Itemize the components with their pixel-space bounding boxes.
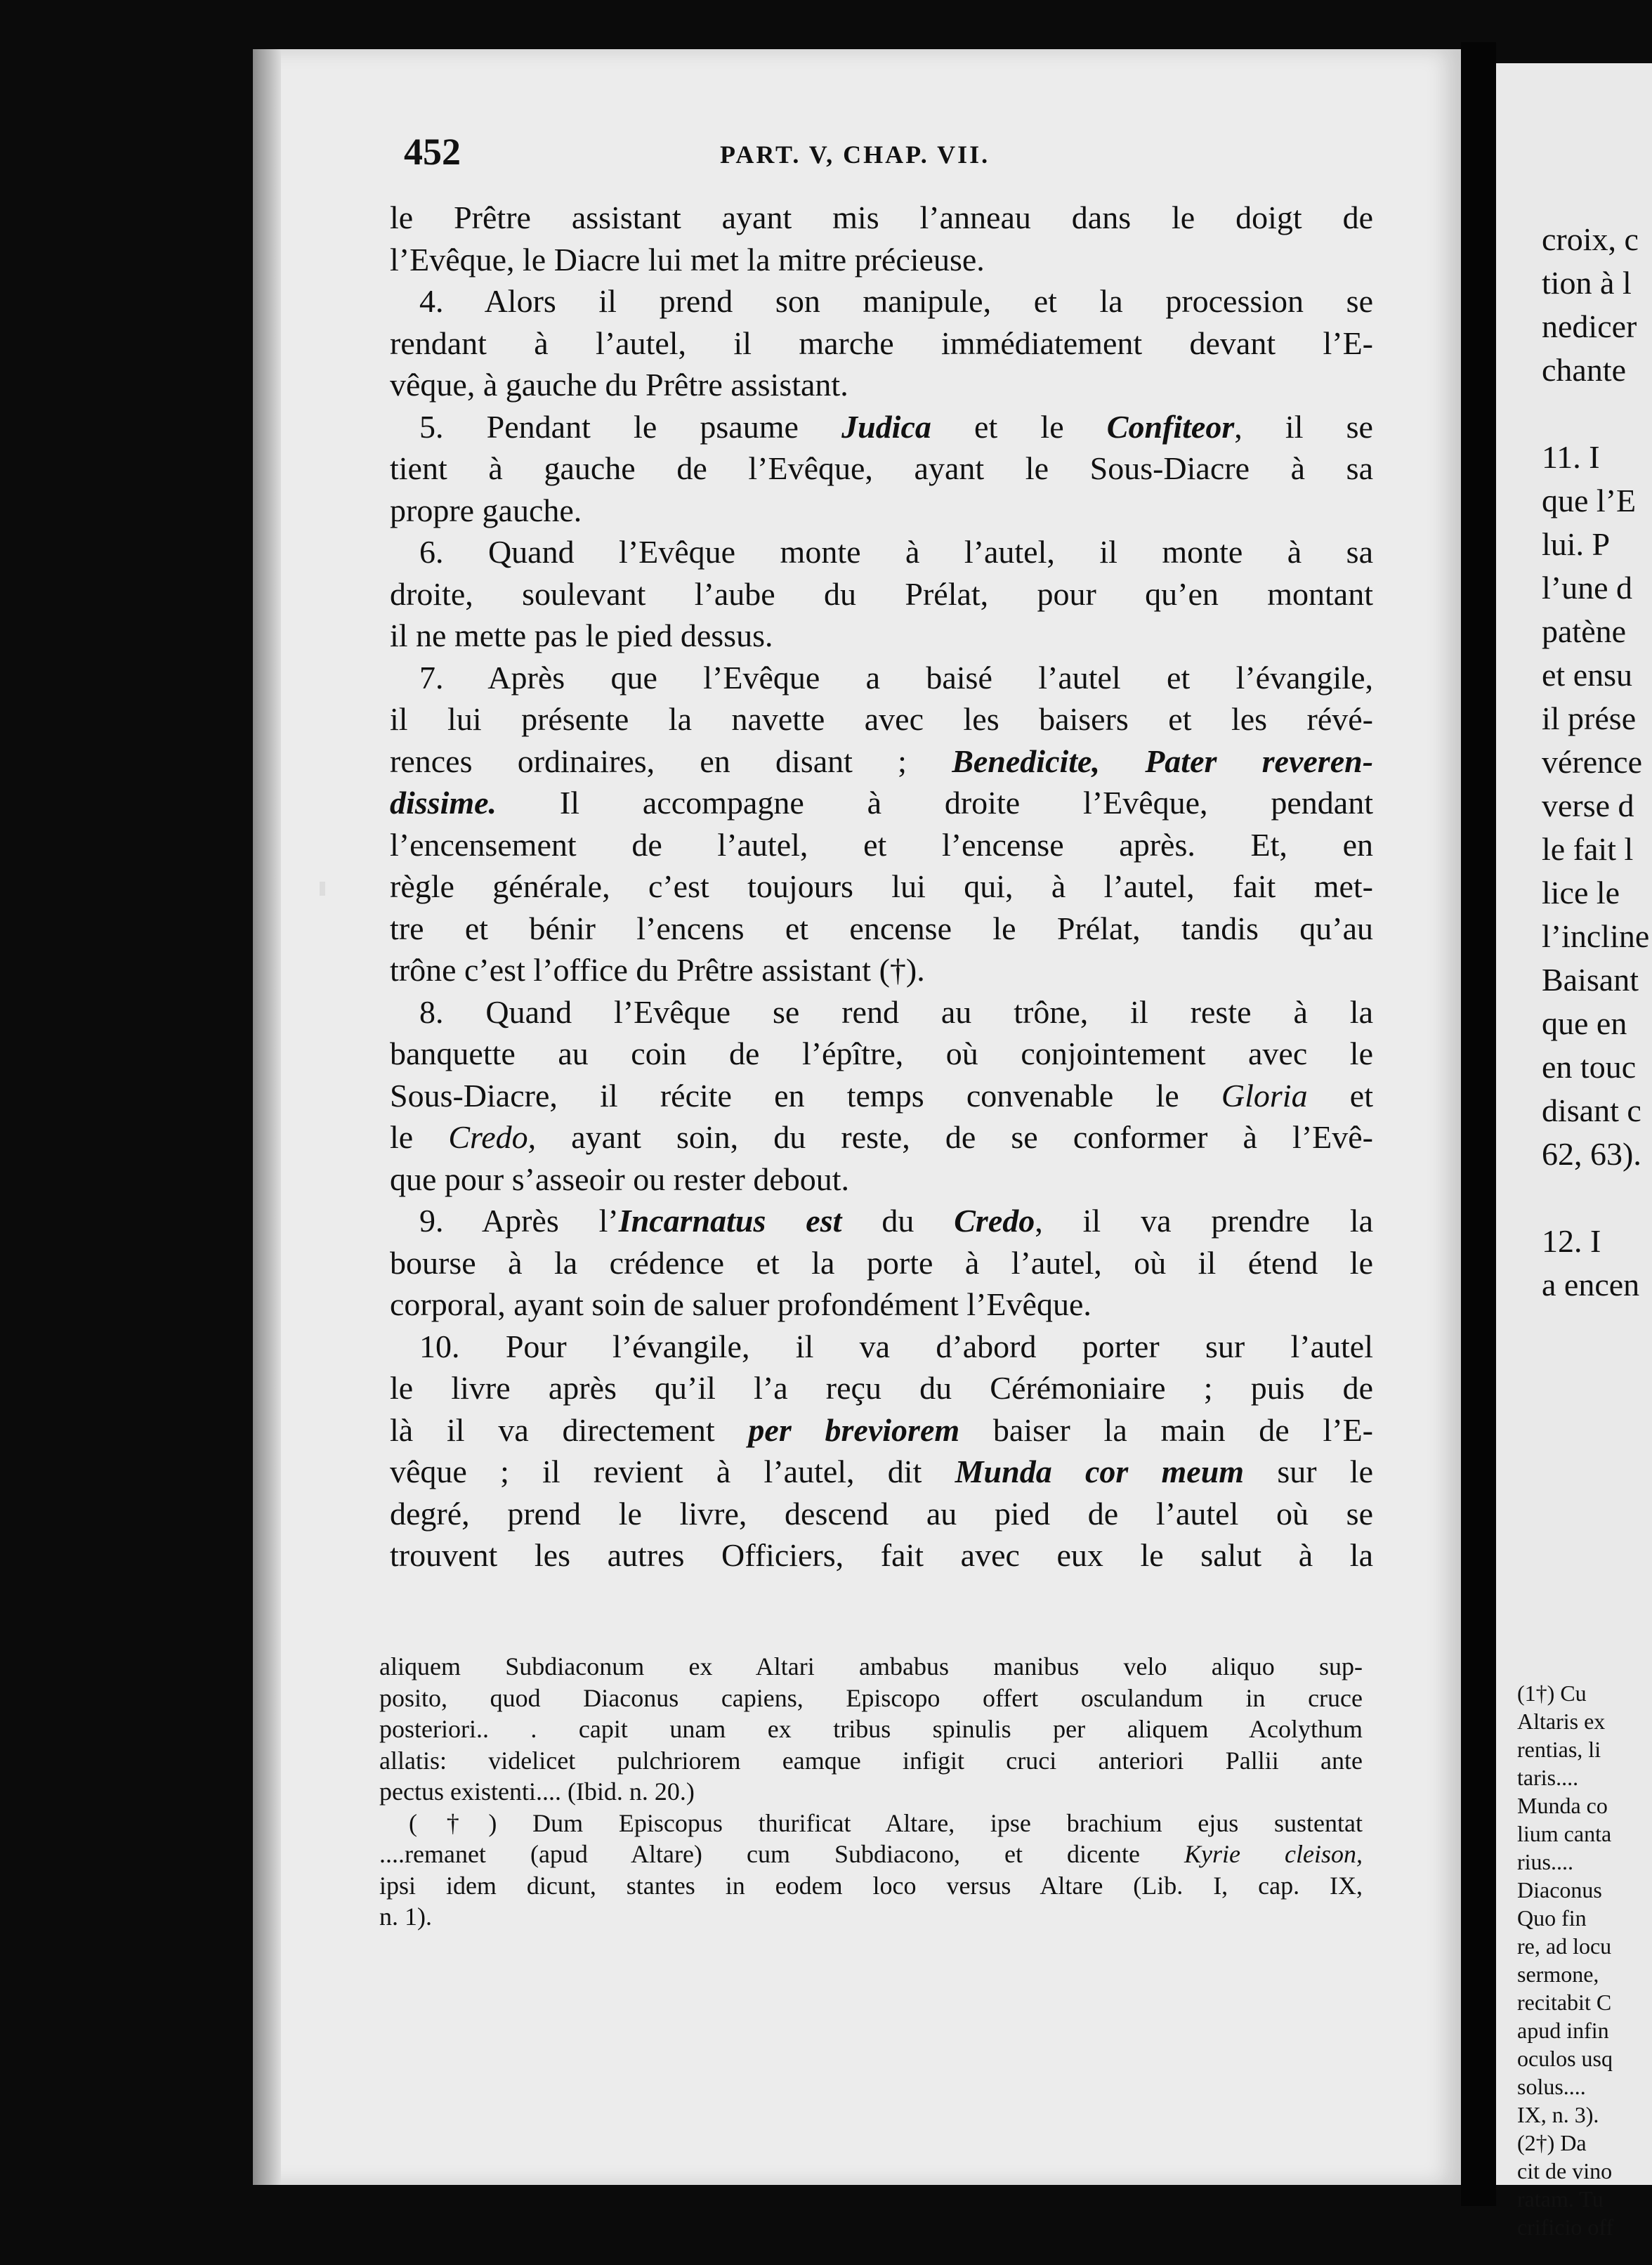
text-line: l’encensement de l’autel, et l’encense après. Et, en	[390, 826, 1373, 863]
right-page-line: disant c	[1542, 1092, 1641, 1128]
text-run: sur le	[1244, 1454, 1373, 1489]
text-run-italic: Incarnatus est	[618, 1203, 842, 1239]
left-page-binding-edge	[253, 49, 281, 2185]
text-run-italic: Judica	[841, 408, 931, 445]
right-page-line: patène	[1542, 613, 1627, 649]
text-run: là il va directement	[390, 1411, 749, 1448]
text-line	[390, 1200, 1373, 1242]
footnote-line	[379, 1839, 1363, 1870]
right-page-line: que l’E	[1542, 483, 1637, 518]
page-number: 452	[404, 131, 461, 173]
right-page-line: et ensu	[1542, 657, 1633, 693]
footnote-line: (†) Dum Episcopus thurificat Altare, ipse brachium ejus sustentat	[409, 1808, 1363, 1837]
right-page-notes	[1517, 1679, 1652, 2241]
text-line: tient à gauche de l’Evêque, ayant le Sous-Diacre à sa	[390, 450, 1373, 486]
text-line: il ne mette pas le pied dessus.	[390, 618, 773, 653]
text-run: et	[1307, 1077, 1373, 1114]
text-line: tre et bénir l’encens et encense le Prélat, tandis qu’au	[390, 910, 1373, 946]
right-page-note-line: lium canta	[1517, 1821, 1612, 1846]
text-run: ayant soin, du reste, de se conformer à l’Evê-	[536, 1119, 1373, 1155]
text-run: du	[841, 1203, 955, 1239]
page-header	[404, 130, 1387, 179]
right-page-line: tion à l	[1542, 265, 1632, 301]
text-run: Il accompagne à droite l’Evêque, pendant	[497, 785, 1373, 821]
right-page-line: il prése	[1542, 700, 1637, 736]
footnote-line: pectus existenti.... (Ibid. n. 20.)	[379, 1777, 695, 1806]
text-line: règle générale, c’est toujours lui qui, à l’autel, fait met-	[390, 868, 1373, 904]
text-run: Sous-Diacre, il récite en temps convenable le	[390, 1077, 1221, 1114]
text-run: rences ordinaires, en disant ;	[390, 743, 952, 779]
text-run-italic: per breviorem	[748, 1411, 960, 1448]
right-page-note-line: rentias, li	[1517, 1737, 1601, 1762]
text-run-italic: Confiteor	[1106, 408, 1235, 445]
right-page-note-line: ratam. Tu	[1517, 2186, 1604, 2212]
text-run: ....remanet (apud Altare) cum Subdiacono, et dicente	[379, 1840, 1184, 1868]
text-line: le livre après qu’il l’a reçu du Cérémoniaire ; puis de	[390, 1370, 1373, 1406]
right-page-line: croix, c	[1542, 221, 1639, 257]
right-page-note-line: solus....	[1517, 2074, 1586, 2099]
right-page-note-line: apud infin	[1517, 2018, 1609, 2043]
text-line	[390, 1116, 1373, 1158]
text-line: 4. Alors il prend son manipule, et la procession se	[419, 283, 1373, 319]
right-page-line: vérence	[1542, 744, 1642, 780]
text-line	[390, 406, 1373, 448]
right-page-note-line: Diaconus	[1517, 1877, 1602, 1902]
text-run: , il va prendre la	[1035, 1203, 1374, 1239]
right-page-line: l’incline	[1542, 918, 1650, 954]
right-page-line: lice le	[1542, 875, 1620, 910]
text-line: trône c’est l’office du Prêtre assistant (†).	[390, 952, 925, 988]
text-line	[390, 1409, 1373, 1451]
text-run: vêque ; il revient à l’autel, dit	[390, 1454, 955, 1489]
right-page-line	[1542, 1176, 1652, 1220]
text-line: il lui présente la navette avec les baisers et les révé-	[390, 701, 1373, 737]
text-run: 5. Pendant le psaume	[419, 408, 842, 445]
right-page-note-line: IX, n. 3).	[1517, 2102, 1599, 2127]
text-line: 10. Pour l’évangile, il va d’abord porter sur l’autel	[419, 1328, 1373, 1364]
text-line: trouvent les autres Officiers, fait avec eux le salut à la	[390, 1537, 1373, 1573]
right-page-note-line: oculos usq	[1517, 2046, 1613, 2071]
text-line: 8. Quand l’Evêque se rend au trône, il reste à la	[419, 993, 1373, 1030]
scan-speck	[320, 882, 325, 896]
right-page-line	[1542, 392, 1652, 436]
footnote-line: aliquem Subdiaconum ex Altari ambabus manibus velo aliquo sup-	[379, 1652, 1363, 1680]
right-page-note-line: recitabit C	[1517, 1990, 1612, 2015]
page-gutter	[1461, 42, 1496, 2206]
text-line: degré, prend le livre, descend au pied de l’autel où se	[390, 1495, 1373, 1532]
text-run-italic: Munda cor meum	[955, 1454, 1245, 1489]
right-page-note-line: Quo fin	[1517, 1905, 1587, 1931]
text-line: le Prêtre assistant ayant mis l’anneau dans le doigt de	[390, 200, 1373, 235]
right-page-line: Baisant	[1542, 962, 1639, 998]
right-page-line: que en	[1542, 1005, 1627, 1041]
text-line	[390, 1075, 1373, 1117]
text-run-italic: Credo,	[448, 1119, 537, 1155]
right-page-line: nedicer	[1542, 308, 1637, 344]
text-run-italic: Benedicite, Pater reveren-	[952, 743, 1374, 779]
text-line: vêque, à gauche du Prêtre assistant.	[390, 367, 848, 403]
text-line: propre gauche.	[390, 492, 582, 528]
right-page-line: a encen	[1542, 1267, 1640, 1303]
footnote-line: posteriori.. . capit unam ex tribus spinulis per aliquem Acolythum	[379, 1715, 1363, 1743]
right-page-note-line: taris....	[1517, 1765, 1579, 1790]
right-page-text	[1542, 218, 1652, 1307]
text-line: que pour s’asseoir ou rester debout.	[390, 1161, 850, 1197]
text-line: corporal, ayant soin de saluer profondément l’Evêque.	[390, 1286, 1092, 1322]
text-run: le	[390, 1119, 449, 1155]
text-run-italic: Gloria	[1221, 1077, 1308, 1114]
footnote-line: allatis: videlicet pulchriorem eamque infigit cruci anteriori Pallii ante	[379, 1746, 1363, 1775]
right-page-note-line: rius....	[1517, 1849, 1573, 1874]
running-head: PART. V, CHAP. VII.	[720, 141, 990, 169]
right-page-note-line: (1†) Cu	[1517, 1680, 1587, 1706]
right-page-line: 62, 63).	[1542, 1136, 1641, 1172]
right-page-line: lui. P	[1542, 526, 1611, 562]
right-page-line: chante	[1542, 352, 1627, 388]
text-line: rendant à l’autel, il marche immédiatement devant l’E-	[390, 325, 1373, 361]
right-page-note-line: (2†) Da	[1517, 2130, 1587, 2155]
right-page-note-line: crificio off	[1517, 2214, 1614, 2240]
right-page-note-line: cit de vino	[1517, 2158, 1613, 2184]
right-page-note-line: sermone,	[1517, 1962, 1599, 1987]
right-page-line: le fait l	[1542, 831, 1634, 867]
text-line: droite, soulevant l’aube du Prélat, pour qu’en montant	[390, 575, 1373, 612]
text-line	[390, 1451, 1373, 1493]
text-run: 9. Après l’	[419, 1203, 619, 1239]
footnote-line: n. 1).	[379, 1902, 432, 1931]
text-run-italic: Credo	[954, 1203, 1035, 1239]
footnote-line: posito, quod Diaconus capiens, Episcopo offert osculandum in cruce	[379, 1683, 1363, 1712]
right-page-line: en touc	[1542, 1049, 1637, 1085]
text-line	[390, 740, 1373, 783]
text-run: et le	[931, 408, 1107, 445]
text-line	[390, 782, 1373, 824]
text-run: , il se	[1234, 408, 1373, 445]
right-page-line: l’une d	[1542, 570, 1633, 606]
text-line: l’Evêque, le Diacre lui met la mitre précieuse.	[390, 241, 985, 278]
right-page-line: verse d	[1542, 788, 1634, 823]
text-run: baiser la main de l’E-	[959, 1411, 1373, 1448]
right-page-line: 11. I	[1542, 439, 1600, 475]
footnotes	[379, 1651, 1363, 1933]
text-run-italic: Kyrie cleison,	[1184, 1840, 1363, 1868]
text-line: banquette au coin de l’épître, où conjointement avec le	[390, 1036, 1373, 1071]
text-line: 6. Quand l’Evêque monte à l’autel, il monte à sa	[419, 534, 1373, 570]
right-page-note-line: re, ad locu	[1517, 1933, 1612, 1959]
text-line: bourse à la crédence et la porte à l’autel, où il étend le	[390, 1244, 1373, 1281]
text-run-italic: dissime.	[390, 785, 497, 821]
main-text	[390, 197, 1373, 1577]
right-page-note-line: Munda co	[1517, 1793, 1608, 1818]
right-page-line: 12. I	[1542, 1223, 1601, 1259]
footnote-line: ipsi idem dicunt, stantes in eodem loco versus Altare (Lib. I, cap. IX,	[379, 1871, 1363, 1900]
right-page-note-line: Altaris ex	[1517, 1709, 1606, 1734]
text-line: 7. Après que l’Evêque a baisé l’autel et l’évangile,	[419, 659, 1373, 696]
